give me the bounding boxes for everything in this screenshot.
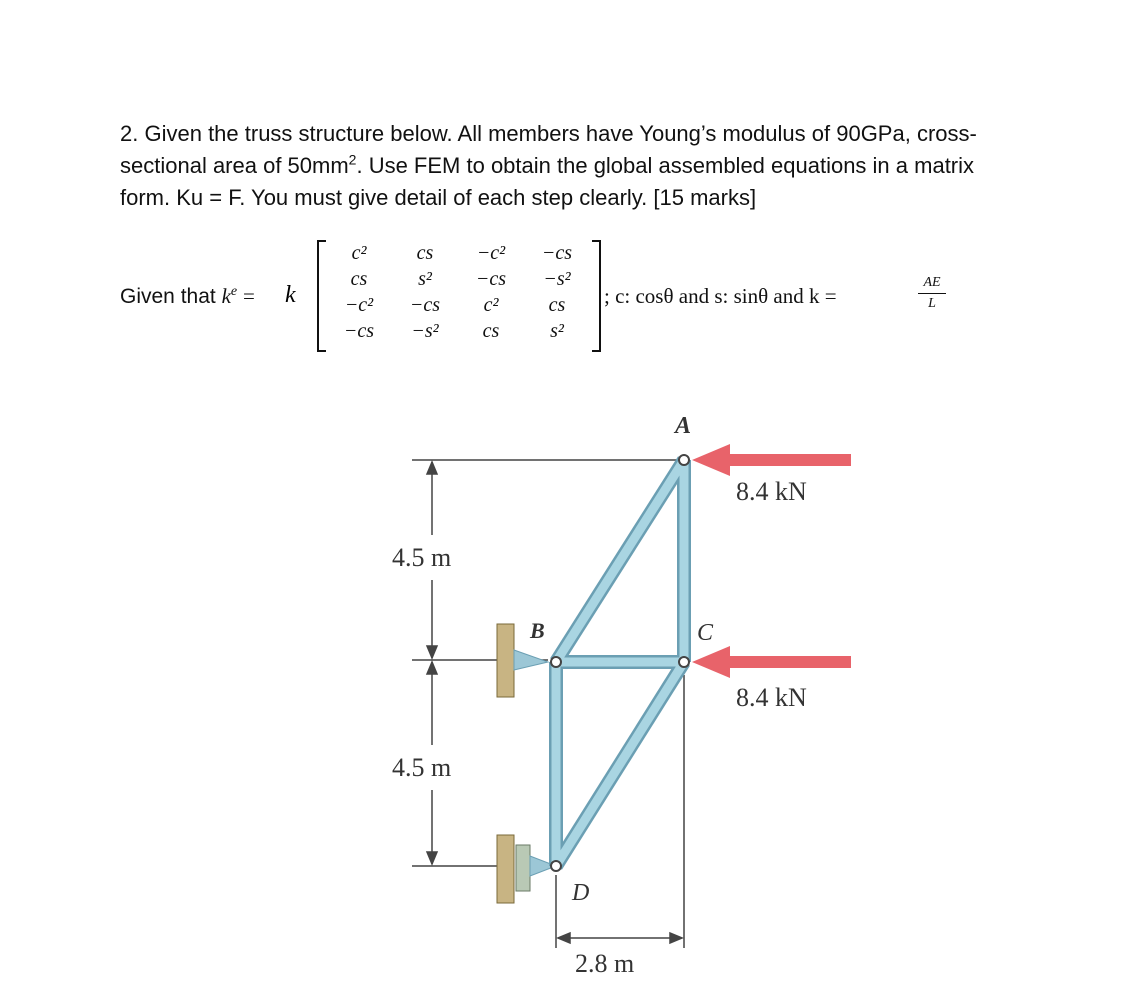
matrix-cell: cs bbox=[482, 320, 500, 342]
matrix-cell: s² bbox=[418, 268, 432, 290]
label-dimension-lower: 4.5 m bbox=[392, 753, 452, 782]
question-line-3: form. Ku = F. You must give detail of each step clearly. [15 marks] bbox=[120, 185, 757, 210]
formula-lead: Given that $k^e$ = bbox=[120, 284, 255, 308]
label-joint-c: C bbox=[697, 620, 714, 646]
matrix-cell: cs bbox=[548, 294, 566, 316]
joint-a bbox=[679, 455, 689, 465]
matrix-cell: cs bbox=[350, 268, 368, 290]
matrix-cell: −c² bbox=[476, 242, 506, 264]
load-arrow-c-head bbox=[692, 646, 730, 678]
matrix-cell: c² bbox=[351, 242, 367, 264]
matrix-cell: −cs bbox=[343, 320, 375, 342]
joint-c bbox=[679, 657, 689, 667]
matrix-cell: −cs bbox=[541, 242, 573, 264]
label-joint-a: A bbox=[675, 413, 692, 439]
matrix-cell: −cs bbox=[475, 268, 507, 290]
load-arrow-a-shaft bbox=[728, 454, 851, 466]
matrix-cell: cs bbox=[416, 242, 434, 264]
matrix-cell: s² bbox=[550, 320, 564, 342]
joint-d bbox=[551, 861, 561, 871]
truss-members bbox=[556, 460, 684, 866]
label-dimension-width: 2.8 m bbox=[575, 949, 635, 978]
question-line-2: sectional area of $50mm^2$. Use FEM to obtain the global assembled equations in a matrix bbox=[120, 151, 975, 178]
matrix-cell: −cs bbox=[409, 294, 441, 316]
label-dimension-upper: 4.5 m bbox=[392, 543, 452, 572]
ke-symbol: $k^e$ bbox=[221, 284, 238, 308]
ae-over-l-fraction: $\frac{AE}{L}$ bbox=[918, 275, 946, 312]
question-line-1: 2. Given the truss structure below. All members have Young’s modulus of 90GPa, cross- bbox=[120, 121, 977, 146]
support-d-roller bbox=[497, 835, 556, 903]
label-load-top: 8.4 kN bbox=[736, 477, 807, 506]
label-joint-b: B bbox=[530, 618, 545, 643]
matrix-cell: −s² bbox=[543, 268, 571, 290]
joint-b bbox=[551, 657, 561, 667]
matrix-cell: c² bbox=[483, 294, 499, 316]
formula-definition: ; c: cosθ and s: sinθ and k = bbox=[604, 284, 837, 308]
label-load-middle: 8.4 kN bbox=[736, 683, 807, 712]
load-arrow-a-head bbox=[692, 444, 730, 476]
matrix-cell: −c² bbox=[344, 294, 374, 316]
load-arrow-c-shaft bbox=[728, 656, 851, 668]
stiffness-k-symbol: k bbox=[285, 282, 296, 308]
label-joint-d: D bbox=[572, 880, 590, 906]
matrix-cell: −s² bbox=[411, 320, 439, 342]
